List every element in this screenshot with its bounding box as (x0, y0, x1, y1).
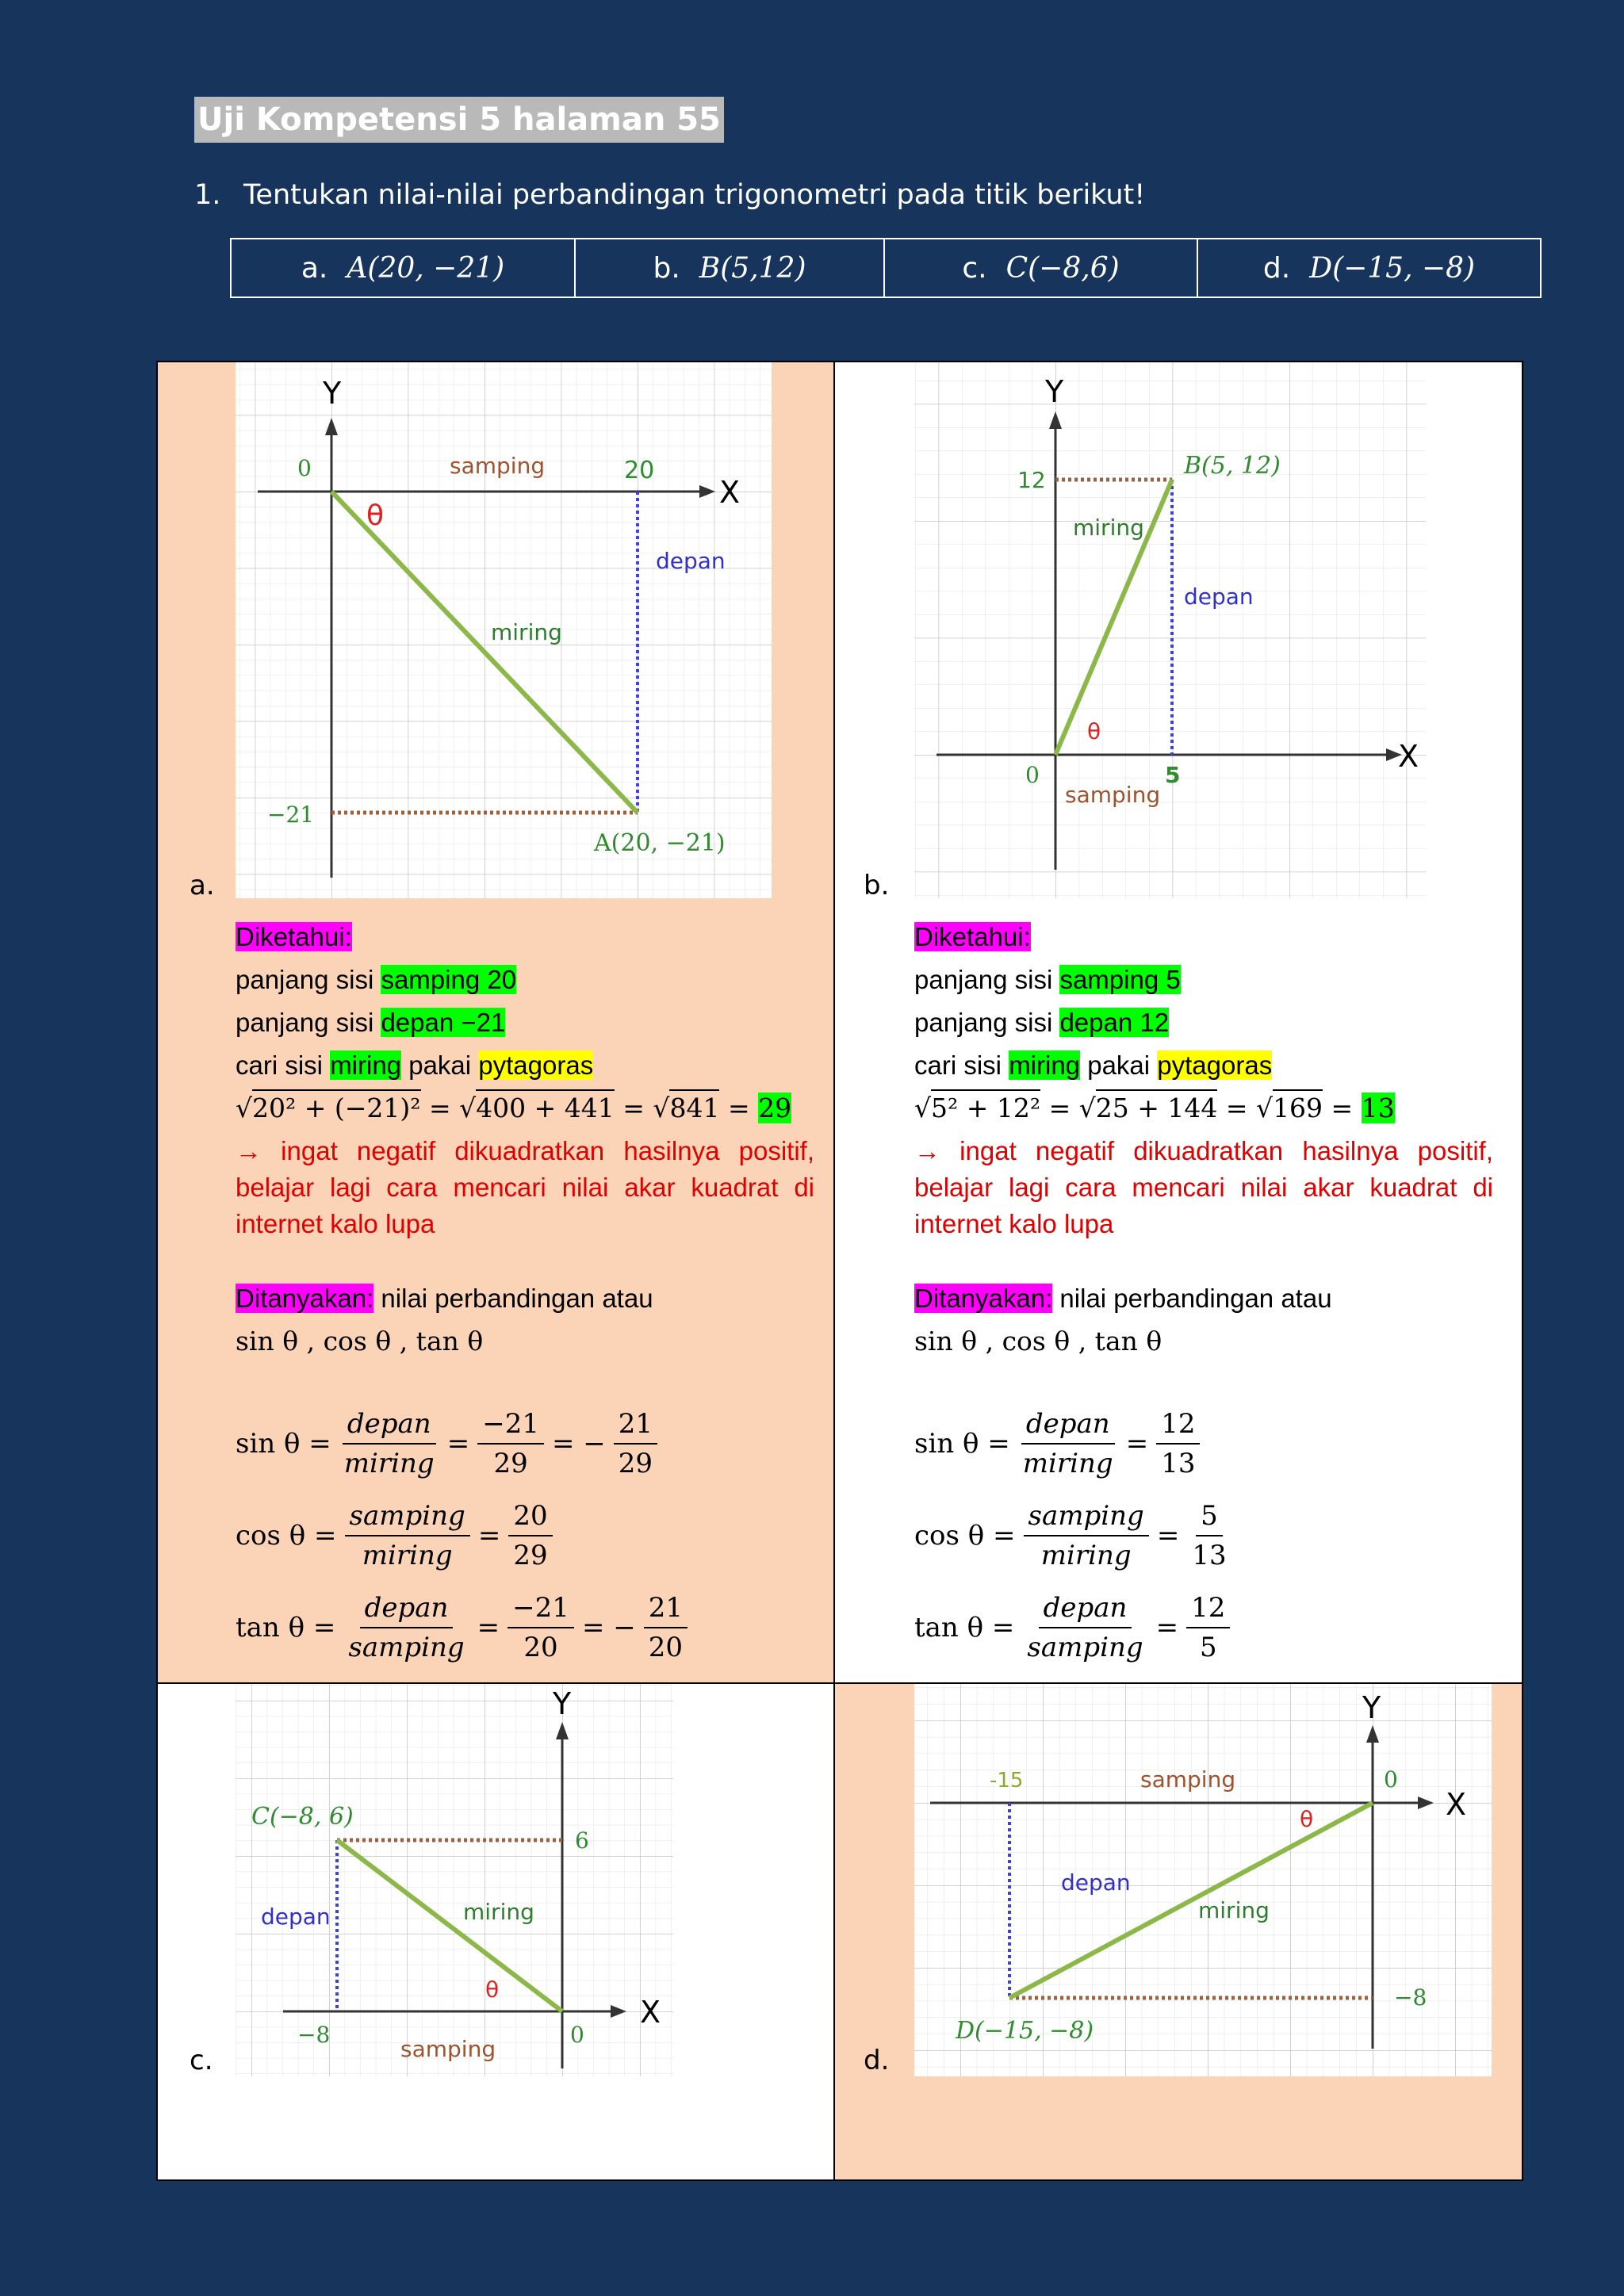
theta-label: θ (1300, 1806, 1314, 1832)
cell-c (158, 1684, 833, 2179)
theta-label: θ (366, 499, 385, 532)
depan-label: depan (656, 548, 726, 574)
x-axis-label: X (719, 475, 741, 510)
question-1: 1. Tentukan nilai-nilai perbandingan trigonometri pada titik berikut! (194, 179, 1146, 211)
depan-label: depan (261, 1904, 331, 1930)
y-axis-label: Y (323, 376, 342, 411)
origin-label: 0 (570, 2022, 584, 2048)
theta-label: θ (485, 1976, 500, 2003)
x-tick-label: −8 (297, 2022, 331, 2048)
x-tick-label: 5 (1165, 762, 1181, 788)
tan-equation: tan θ = $\frac{\text{depan}}{\text{samping}}$ = $\frac{12}{5}$ (914, 1582, 1493, 1674)
graph-c (236, 1684, 673, 2076)
note-text: → ingat negatif dikuadratkan hasilnya positif, belajar lagi cara mencari nilai akar kuadrat di internet kalo lupa (914, 1136, 1493, 1238)
cell-d-letter: d. (864, 2045, 890, 2076)
points-table (230, 238, 1542, 298)
x-axis-label: X (1446, 1787, 1467, 1822)
graph-b (914, 362, 1426, 898)
point-label: D(−15, −8) (956, 2017, 1094, 2045)
miring-label: miring (1073, 515, 1144, 541)
sin-equation: sin θ = $\frac{\text{depan}}{\text{miring}}$ = $\frac{12}{13}$ (914, 1398, 1493, 1490)
depan-label: depan (1184, 584, 1254, 610)
answer-grid (156, 361, 1523, 2181)
tan-equation: tan θ = $\frac{\text{depan}}{\text{samping}}$ = $\frac{-21}{20}$ = − $\frac{21}{20}$ (236, 1582, 814, 1674)
x-axis-label: X (640, 1995, 661, 2030)
depan-label: depan (1061, 1869, 1131, 1896)
graph-a (236, 362, 772, 898)
cell-a (158, 362, 833, 1682)
diketahui-label: Diketahui: (236, 922, 352, 951)
x-tick-label: -15 (990, 1769, 1024, 1793)
cell-b-letter: b. (864, 870, 890, 901)
y-axis-label: Y (1045, 374, 1064, 409)
solution-b: Diketahui: panjang sisi samping 5 panjang sisi depan 12 cari sisi miring pakai pytagoras √5² + 12² = √25 + 144 = √169 = 13 → ingat negatif dikuadratkan hasilnya positif, belajar lagi cara mencari nilai akar kuadrat di internet kalo lupa Ditanyakan: nilai perbandingan atau sin θ , cos θ , tan θ sin θ = $\frac{\text{depan}}{\text{miring}}$ = $\frac{12}{13}$ cos θ = $\frac{\text{samping}}{\text{miring}}$ = $\frac{5}{13}$ tan θ = $\frac{\text{depan}}{\text{samping}}$ = $\frac{12}{5}$ (914, 916, 1493, 1674)
y-axis-label: Y (553, 1686, 572, 1721)
solution-a: Diketahui: panjang sisi samping 20 panjang sisi depan −21 cari sisi miring pakai pytagoras √20² + (−21)² = √400 + 441 = √841 = 29 → ingat negatif dikuadratkan hasilnya positif, belajar lagi cara mencari nilai akar kuadrat di internet kalo lupa Ditanyakan: nilai perbandingan atau sin θ , cos θ , tan θ sin θ = $\frac{\text{depan}}{\text{miring}}$ = $\frac{-21}{29}$ = − $\frac{21}{29}$ cos θ = $\frac{\text{samping}}{\text{miring}}$ = $\frac{20}{29}$ tan θ = $\frac{\text{depan}}{\text{samping}}$ = $\frac{-21}{20}$ = − $\frac{21}{20}$ (236, 916, 814, 1674)
theta-label: θ (1087, 718, 1101, 744)
samping-label: samping (400, 2036, 496, 2062)
origin-label: 0 (297, 455, 312, 481)
y-tick-label: 12 (1017, 467, 1046, 493)
graph-d (914, 1684, 1492, 2076)
samping-label: samping (450, 453, 546, 479)
point-d-cell: d. D(−15, −8) (1262, 251, 1476, 285)
pythagoras-calc: √5² + 12² = √25 + 144 = √169 = 13 (914, 1087, 1493, 1130)
point-a-cell: a. A(20, −21) (232, 239, 576, 297)
cell-b (835, 362, 1522, 1682)
miring-label: miring (1198, 1897, 1270, 1923)
y-axis-label: Y (1362, 1690, 1381, 1725)
point-c-cell: c. C(−8,6) (885, 239, 1198, 297)
point-label: B(5, 12) (1184, 452, 1281, 480)
origin-label: 0 (1384, 1766, 1398, 1793)
y-tick-label: 6 (575, 1827, 589, 1854)
y-tick-label: −21 (267, 802, 315, 828)
page-title: Uji Kompetensi 5 halaman 55 (194, 97, 724, 143)
y-tick-label: −8 (1394, 1984, 1427, 2011)
ditanyakan-label: Ditanyakan: (236, 1284, 374, 1313)
x-tick-label: 20 (624, 457, 655, 484)
samping-label: samping (1065, 782, 1161, 808)
x-axis-label: X (1398, 739, 1419, 774)
origin-label: 0 (1025, 762, 1040, 788)
point-label: A(20, −21) (594, 829, 726, 857)
note-text: → ingat negatif dikuadratkan hasilnya positif, belajar lagi cara mencari nilai akar kuadrat di internet kalo lupa (236, 1136, 814, 1238)
miring-label: miring (491, 619, 562, 645)
sin-equation: sin θ = $\frac{\text{depan}}{\text{miring}}$ = $\frac{-21}{29}$ = − $\frac{21}{29}$ (236, 1398, 814, 1490)
cell-c-letter: c. (190, 2045, 213, 2076)
point-b-cell: b. B(5,12) (576, 239, 885, 297)
point-label: C(−8, 6) (251, 1803, 354, 1831)
diketahui-label: Diketahui: (914, 922, 1031, 951)
cos-equation: cos θ = $\frac{\text{samping}}{\text{miring}}$ = $\frac{20}{29}$ (236, 1490, 814, 1582)
cell-d (835, 1684, 1522, 2179)
pythagoras-calc: √20² + (−21)² = √400 + 441 = √841 = 29 (236, 1087, 814, 1130)
ditanyakan-label: Ditanyakan: (914, 1284, 1053, 1313)
samping-label: samping (1140, 1766, 1236, 1793)
miring-label: miring (463, 1899, 534, 1925)
cos-equation: cos θ = $\frac{\text{samping}}{\text{miring}}$ = $\frac{5}{13}$ (914, 1500, 1227, 1571)
cell-a-letter: a. (190, 870, 215, 901)
